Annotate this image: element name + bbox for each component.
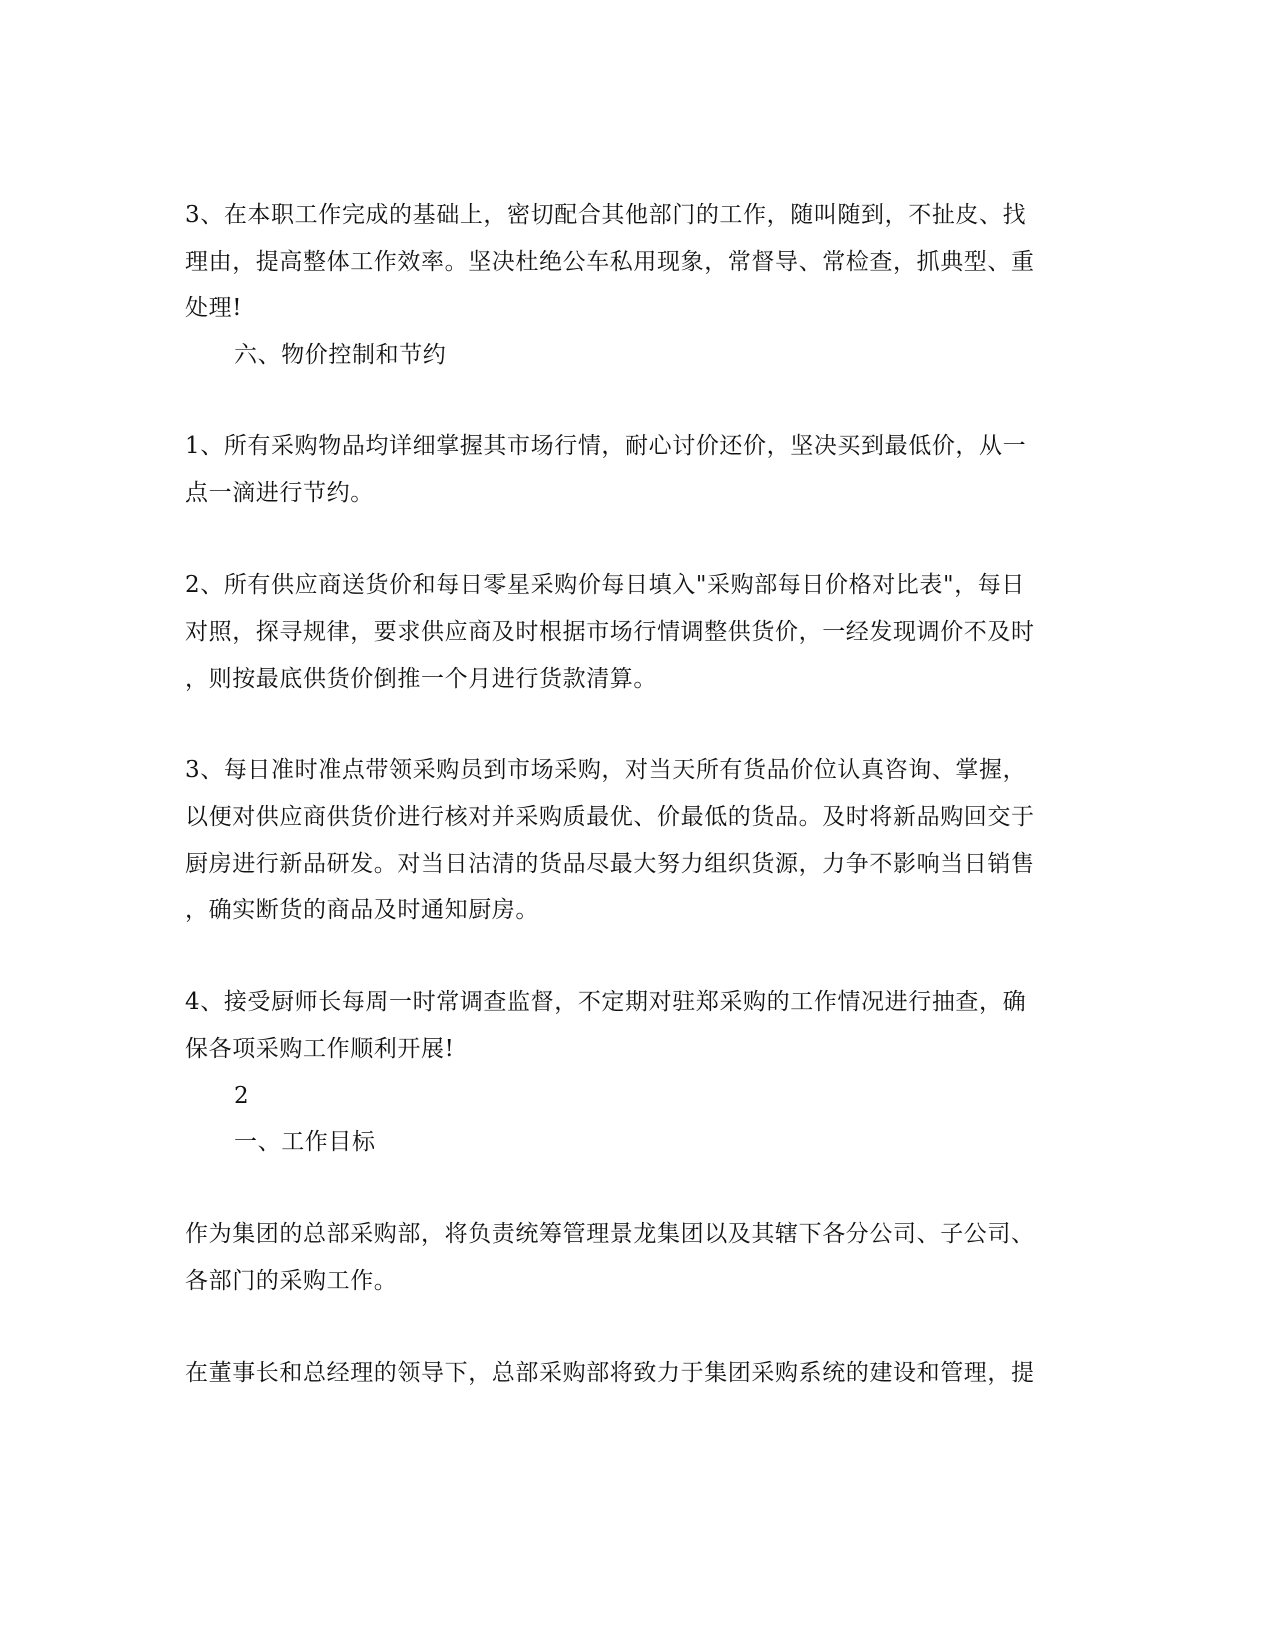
text-line: 处理! — [185, 295, 243, 321]
text-line: 理由，提高整体工作效率。坚决杜绝公车私用现象，常督导、常检查，抓典型、重 — [185, 249, 1035, 275]
text-line: 在董事长和总经理的领导下，总部采购部将致力于集团采购系统的建设和管理，提 — [185, 1360, 1035, 1386]
text-line: 2、所有供应商送货价和每日零星采购价每日填入"采购部每日价格对比表"，每日 — [185, 572, 1025, 598]
text-line: 以便对供应商供货价进行核对并采购质最优、价最低的货品。及时将新品购回交于 — [185, 804, 1035, 830]
text-line: 厨房进行新品研发。对当日沽清的货品尽最大努力组织货源，力争不影响当日销售 — [185, 851, 1035, 877]
section-heading: 一、工作目标 — [234, 1129, 376, 1155]
text-line: 1、所有采购物品均详细掌握其市场行情，耐心讨价还价，坚决买到最低价，从一 — [185, 433, 1027, 459]
text-line: 各部门的采购工作。 — [185, 1268, 398, 1294]
text-line: 3、每日准时准点带领采购员到市场采购，对当天所有货品价位认真咨询、掌握， — [185, 757, 1027, 783]
text-line: 保各项采购工作顺利开展! — [185, 1036, 455, 1062]
text-line: 4、接受厨师长每周一时常调查监督，不定期对驻郑采购的工作情况进行抽查，确 — [185, 989, 1027, 1015]
text-line: ，确实断货的商品及时通知厨房。 — [185, 897, 539, 923]
text-line: 作为集团的总部采购部，将负责统筹管理景龙集团以及其辖下各分公司、子公司、 — [185, 1221, 1035, 1247]
text-line: 点一滴进行节约。 — [185, 480, 374, 506]
text-line: ，则按最底供货价倒推一个月进行货款清算。 — [185, 666, 657, 692]
section-number: 2 — [234, 1083, 250, 1109]
text-line: 对照，探寻规律，要求供应商及时根据市场行情调整供货价，一经发现调价不及时 — [185, 619, 1035, 645]
text-line: 3、在本职工作完成的基础上，密切配合其他部门的工作，随叫随到，不扯皮、找 — [185, 202, 1027, 228]
section-heading: 六、物价控制和节约 — [234, 342, 447, 368]
